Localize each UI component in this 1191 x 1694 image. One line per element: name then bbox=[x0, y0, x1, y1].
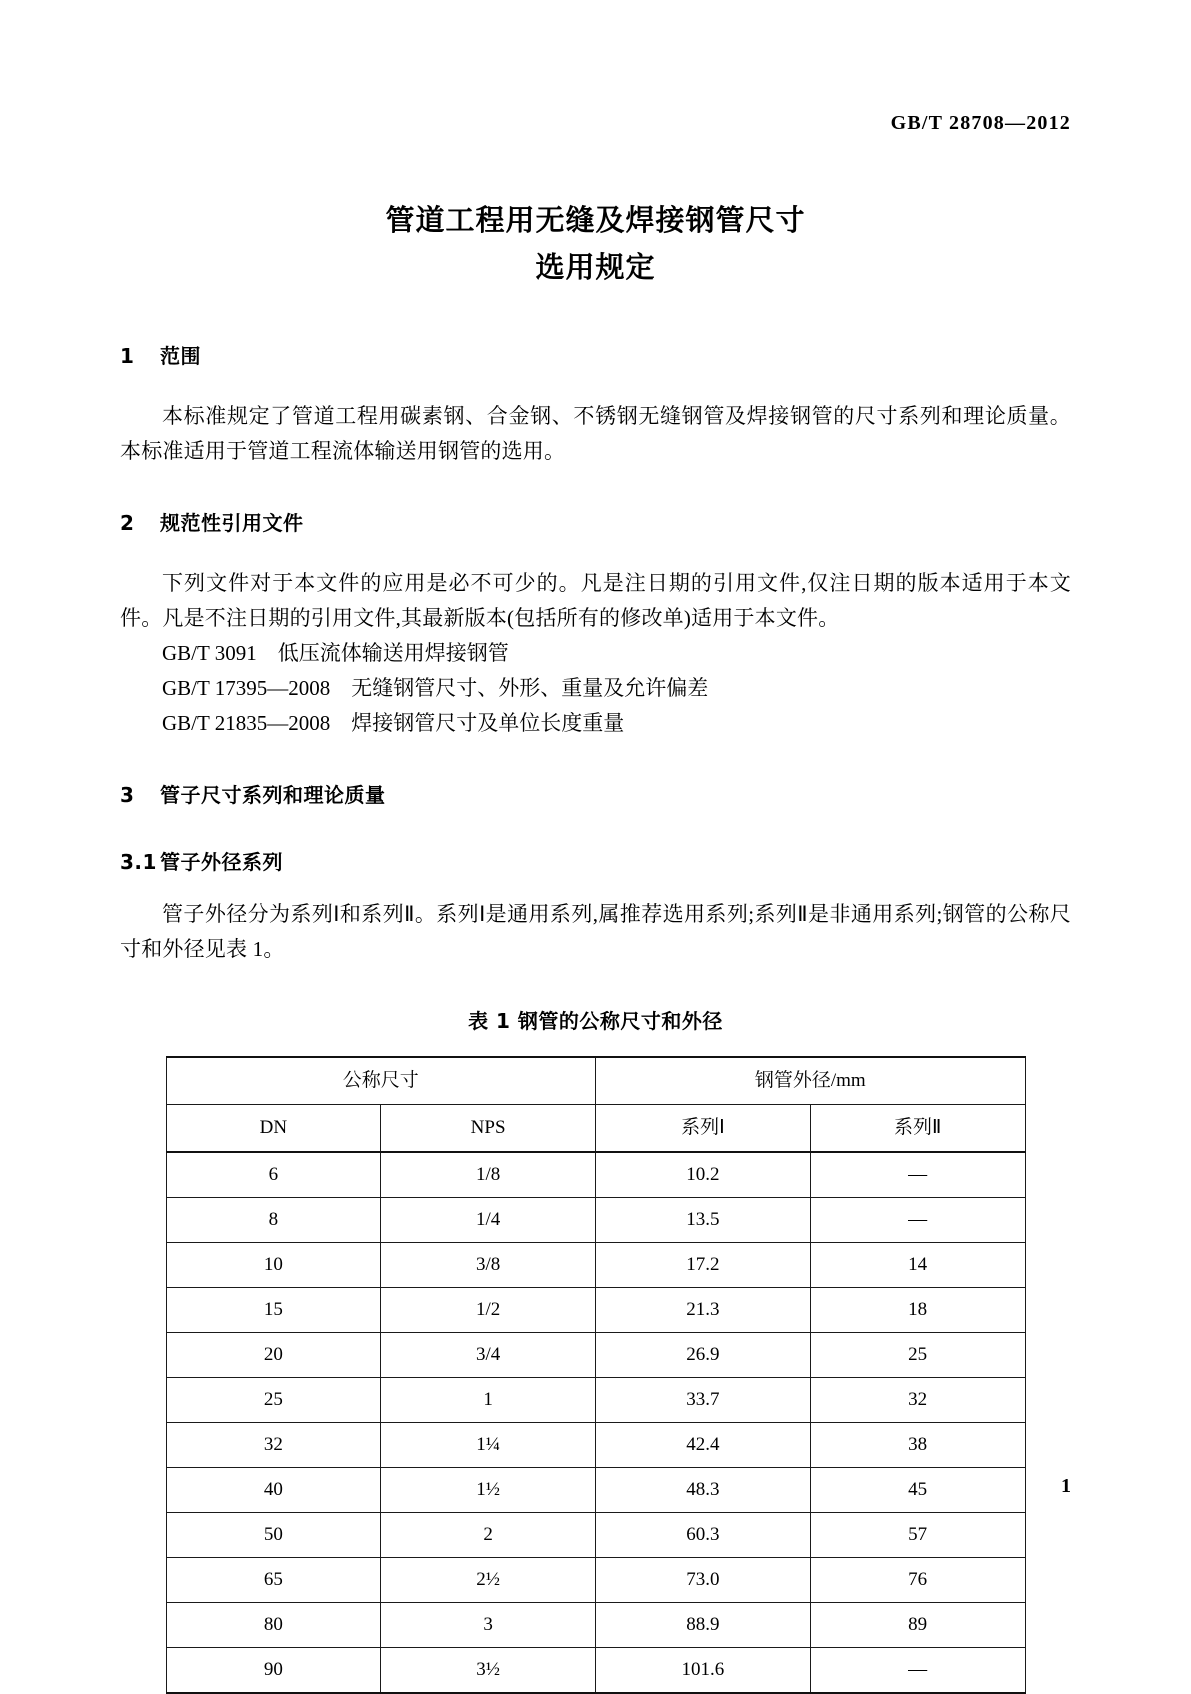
table-cell-nps: 1½ bbox=[381, 1468, 596, 1513]
table-group-header-nominal-size: 公称尺寸 bbox=[166, 1057, 595, 1105]
clause-heading-1 bbox=[120, 340, 1071, 369]
table-cell-nps: 2 bbox=[381, 1513, 596, 1558]
page-title-line-2: 选用规定 bbox=[535, 250, 656, 284]
table-row bbox=[166, 1152, 1025, 1198]
table-cell-series-2: 45 bbox=[810, 1468, 1025, 1513]
table-cell-series-2: 18 bbox=[810, 1288, 1025, 1333]
table-cell-dn: 50 bbox=[166, 1513, 381, 1558]
normative-reference-1: GB/T 3091 低压流体输送用焊接钢管 bbox=[162, 641, 509, 665]
table-row bbox=[166, 1648, 1025, 1694]
table-cell-nps: 2½ bbox=[381, 1558, 596, 1603]
table-column-header-row bbox=[166, 1105, 1025, 1153]
table-cell-series-1: 26.9 bbox=[595, 1333, 810, 1378]
table-cell-series-2: — bbox=[810, 1198, 1025, 1243]
table-caption: 表 1 钢管的公称尺寸和外径 bbox=[468, 1009, 723, 1033]
table-cell-dn: 80 bbox=[166, 1603, 381, 1648]
table-cell-series-1: 42.4 bbox=[595, 1423, 810, 1468]
document-body bbox=[120, 340, 1071, 1694]
table-row bbox=[166, 1333, 1025, 1378]
table-column-header-series-2: 系列Ⅱ bbox=[810, 1105, 1025, 1153]
clause-number-3: 3 bbox=[120, 783, 135, 807]
table-cell-dn: 40 bbox=[166, 1468, 381, 1513]
page-number: 1 bbox=[1061, 1475, 1071, 1497]
table-row bbox=[166, 1378, 1025, 1423]
clause-title-3: 管子尺寸系列和理论质量 bbox=[160, 783, 386, 807]
table-group-header-outside-diameter: 钢管外径/mm bbox=[595, 1057, 1025, 1105]
table-header bbox=[166, 1057, 1025, 1152]
table-cell-series-1: 73.0 bbox=[595, 1558, 810, 1603]
table-cell-series-1: 10.2 bbox=[595, 1152, 810, 1198]
table-cell-dn: 90 bbox=[166, 1648, 381, 1694]
table-cell-series-2: — bbox=[810, 1152, 1025, 1198]
table-cell-series-1: 21.3 bbox=[595, 1288, 810, 1333]
clause-heading-3 bbox=[120, 779, 1071, 808]
table-cell-series-1: 17.2 bbox=[595, 1243, 810, 1288]
table-cell-nps: 1/4 bbox=[381, 1198, 596, 1243]
table-body bbox=[166, 1152, 1025, 1693]
table-cell-series-1: 101.6 bbox=[595, 1648, 810, 1694]
table-row bbox=[166, 1423, 1025, 1468]
table-cell-nps: 3 bbox=[381, 1603, 596, 1648]
table-cell-dn: 6 bbox=[166, 1152, 381, 1198]
table-group-header-row bbox=[166, 1057, 1025, 1105]
table-column-header-series-1: 系列Ⅰ bbox=[595, 1105, 810, 1153]
table-cell-dn: 65 bbox=[166, 1558, 381, 1603]
clause-title-2: 规范性引用文件 bbox=[160, 511, 304, 535]
normative-reference-3: GB/T 21835—2008 焊接钢管尺寸及单位长度重量 bbox=[162, 711, 625, 735]
table-row bbox=[166, 1243, 1025, 1288]
table-cell-dn: 32 bbox=[166, 1423, 381, 1468]
table-cell-series-2: 76 bbox=[810, 1558, 1025, 1603]
table-cell-series-2: 25 bbox=[810, 1333, 1025, 1378]
clause-number-1: 1 bbox=[120, 344, 135, 368]
table-row bbox=[166, 1558, 1025, 1603]
table-cell-series-1: 13.5 bbox=[595, 1198, 810, 1243]
clause-number-3-1: 3.1 bbox=[120, 850, 157, 874]
table-cell-nps: 1¼ bbox=[381, 1423, 596, 1468]
clause-3-1-paragraph-1: 管子外径分为系列Ⅰ和系列Ⅱ。系列Ⅰ是通用系列,属推荐选用系列;系列Ⅱ是非通用系列;钢管的公称尺寸和外径见表 1。 bbox=[120, 902, 1071, 961]
table-column-header-dn: DN bbox=[166, 1105, 381, 1153]
clause-title-1: 范围 bbox=[160, 344, 201, 368]
table-column-header-nps: NPS bbox=[381, 1105, 596, 1153]
table-cell-series-2: — bbox=[810, 1648, 1025, 1694]
table-cell-nps: 1 bbox=[381, 1378, 596, 1423]
table-row bbox=[166, 1513, 1025, 1558]
page-title bbox=[120, 197, 1071, 291]
table-cell-series-1: 33.7 bbox=[595, 1378, 810, 1423]
table-row bbox=[166, 1198, 1025, 1243]
table-cell-series-1: 60.3 bbox=[595, 1513, 810, 1558]
table-cell-dn: 20 bbox=[166, 1333, 381, 1378]
table-cell-dn: 25 bbox=[166, 1378, 381, 1423]
table-cell-dn: 15 bbox=[166, 1288, 381, 1333]
table-cell-series-2: 38 bbox=[810, 1423, 1025, 1468]
running-header-standard-code: GB/T 28708—2012 bbox=[890, 112, 1071, 134]
clause-1-paragraph-1: 本标准规定了管道工程用碳素钢、合金钢、不锈钢无缝钢管及焊接钢管的尺寸系列和理论质量。本标准适用于管道工程流体输送用钢管的选用。 bbox=[120, 404, 1071, 463]
table-cell-nps: 1/2 bbox=[381, 1288, 596, 1333]
table-cell-nps: 1/8 bbox=[381, 1152, 596, 1198]
normative-reference-2: GB/T 17395—2008 无缝钢管尺寸、外形、重量及允许偏差 bbox=[162, 676, 709, 700]
page-title-line-1: 管道工程用无缝及焊接钢管尺寸 bbox=[385, 203, 806, 237]
table-row bbox=[166, 1288, 1025, 1333]
table-cell-series-1: 88.9 bbox=[595, 1603, 810, 1648]
nominal-size-table bbox=[166, 1056, 1026, 1694]
clause-heading-2 bbox=[120, 507, 1071, 536]
table-cell-dn: 8 bbox=[166, 1198, 381, 1243]
table-cell-series-2: 89 bbox=[810, 1603, 1025, 1648]
table-cell-nps: 3/4 bbox=[381, 1333, 596, 1378]
clause-heading-3-1 bbox=[120, 846, 1071, 875]
table-cell-dn: 10 bbox=[166, 1243, 381, 1288]
table-cell-nps: 3/8 bbox=[381, 1243, 596, 1288]
clause-2-paragraph-1: 下列文件对于本文件的应用是必不可少的。凡是注日期的引用文件,仅注日期的版本适用于本文件。凡是不注日期的引用文件,其最新版本(包括所有的修改单)适用于本文件。 bbox=[120, 571, 1071, 630]
table-row bbox=[166, 1603, 1025, 1648]
clause-number-2: 2 bbox=[120, 511, 135, 535]
table-cell-series-2: 14 bbox=[810, 1243, 1025, 1288]
clause-title-3-1: 管子外径系列 bbox=[160, 850, 283, 874]
table-cell-series-2: 57 bbox=[810, 1513, 1025, 1558]
table-cell-series-1: 48.3 bbox=[595, 1468, 810, 1513]
table-cell-nps: 3½ bbox=[381, 1648, 596, 1694]
table-row bbox=[166, 1468, 1025, 1513]
table-cell-series-2: 32 bbox=[810, 1378, 1025, 1423]
